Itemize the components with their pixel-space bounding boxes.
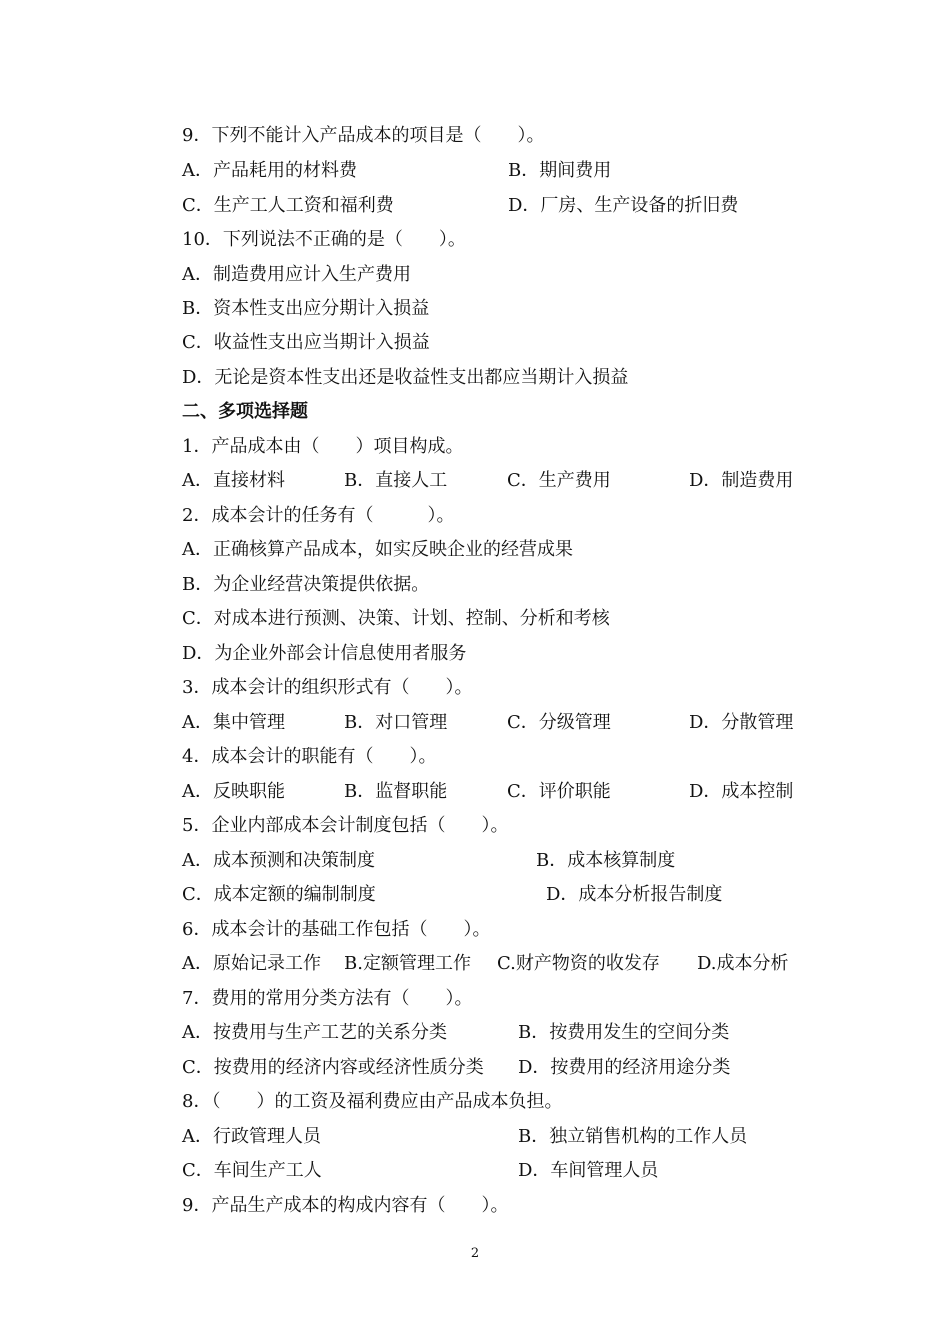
section-heading: 二、多项选择题 xyxy=(182,401,308,422)
option-a: A．按费用与生产工艺的关系分类 xyxy=(182,1022,447,1043)
question-9: 9．下列不能计入产品成本的项目是（ ）。 xyxy=(182,125,545,146)
question-10-option-d: D．无论是资本性支出还是收益性支出都应当期计入损益 xyxy=(182,367,629,388)
option-d: D.成本分析 xyxy=(697,953,789,974)
option-c: C．生产工人工资和福利费 xyxy=(182,195,394,216)
option-c: C．成本定额的编制制度 xyxy=(182,884,376,905)
multi-question-7: 7．费用的常用分类方法有（ ）。 xyxy=(182,988,473,1009)
option-b: B．期间费用 xyxy=(508,160,612,181)
multi-question-8: 8．（ ）的工资及福利费应由产品成本负担。 xyxy=(182,1091,563,1112)
option-d: D．按费用的经济用途分类 xyxy=(518,1057,731,1078)
multi-question-5: 5．企业内部成本会计制度包括（ ）。 xyxy=(182,815,509,836)
option-b: B.定额管理工作 xyxy=(344,953,471,974)
multi-question-6: 6．成本会计的基础工作包括（ ）。 xyxy=(182,919,491,940)
multi-question-9: 9．产品生产成本的构成内容有（ ）。 xyxy=(182,1195,509,1216)
option-d: D．分散管理 xyxy=(689,712,794,733)
option-c: C．评价职能 xyxy=(507,781,611,802)
page-number: 2 xyxy=(470,1246,480,1261)
multi-question-2: 2．成本会计的任务有（ ）。 xyxy=(182,505,455,526)
option-c: C．按费用的经济内容或经济性质分类 xyxy=(182,1057,484,1078)
option-d: D．成本分析报告制度 xyxy=(546,884,723,905)
multi-question-4: 4．成本会计的职能有（ ）。 xyxy=(182,746,437,767)
question-10: 10．下列说法不正确的是（ ）。 xyxy=(182,229,466,250)
option-c: C.财产物资的收发存 xyxy=(497,953,660,974)
option-a: A．行政管理人员 xyxy=(182,1126,321,1147)
multi-question-2-option-d: D．为企业外部会计信息使用者服务 xyxy=(182,643,467,664)
option-a: A．产品耗用的材料费 xyxy=(182,160,357,181)
option-b: B．独立销售机构的工作人员 xyxy=(518,1126,748,1147)
question-10-option-c: C．收益性支出应当期计入损益 xyxy=(182,332,430,353)
option-b: B．按费用发生的空间分类 xyxy=(518,1022,730,1043)
option-a: A．集中管理 xyxy=(182,712,285,733)
option-c: C．分级管理 xyxy=(507,712,611,733)
option-b: B．监督职能 xyxy=(344,781,448,802)
question-10-option-a: A．制造费用应计入生产费用 xyxy=(182,264,411,285)
option-a: A．直接材料 xyxy=(182,470,285,491)
option-b: B．直接人工 xyxy=(344,470,448,491)
option-b: B．对口管理 xyxy=(344,712,448,733)
option-d: D．车间管理人员 xyxy=(518,1160,659,1181)
multi-question-2-option-c: C．对成本进行预测、决策、计划、控制、分析和考核 xyxy=(182,608,610,629)
multi-question-2-option-a: A．正确核算产品成本，如实反映企业的经营成果 xyxy=(182,539,573,560)
multi-question-2-option-b: B．为企业经营决策提供依据。 xyxy=(182,574,430,595)
question-10-option-b: B．资本性支出应分期计入损益 xyxy=(182,298,430,319)
option-b: B．成本核算制度 xyxy=(536,850,676,871)
option-a: A．反映职能 xyxy=(182,781,285,802)
option-c: C．生产费用 xyxy=(507,470,611,491)
option-a: A．原始记录工作 xyxy=(182,953,321,974)
multi-question-3: 3．成本会计的组织形式有（ ）。 xyxy=(182,677,473,698)
option-d: D．制造费用 xyxy=(689,470,794,491)
option-d: D．成本控制 xyxy=(689,781,794,802)
multi-question-1: 1．产品成本由（ ）项目构成。 xyxy=(182,436,464,457)
option-c: C．车间生产工人 xyxy=(182,1160,322,1181)
option-a: A．成本预测和决策制度 xyxy=(182,850,375,871)
option-d: D．厂房、生产设备的折旧费 xyxy=(508,195,739,216)
